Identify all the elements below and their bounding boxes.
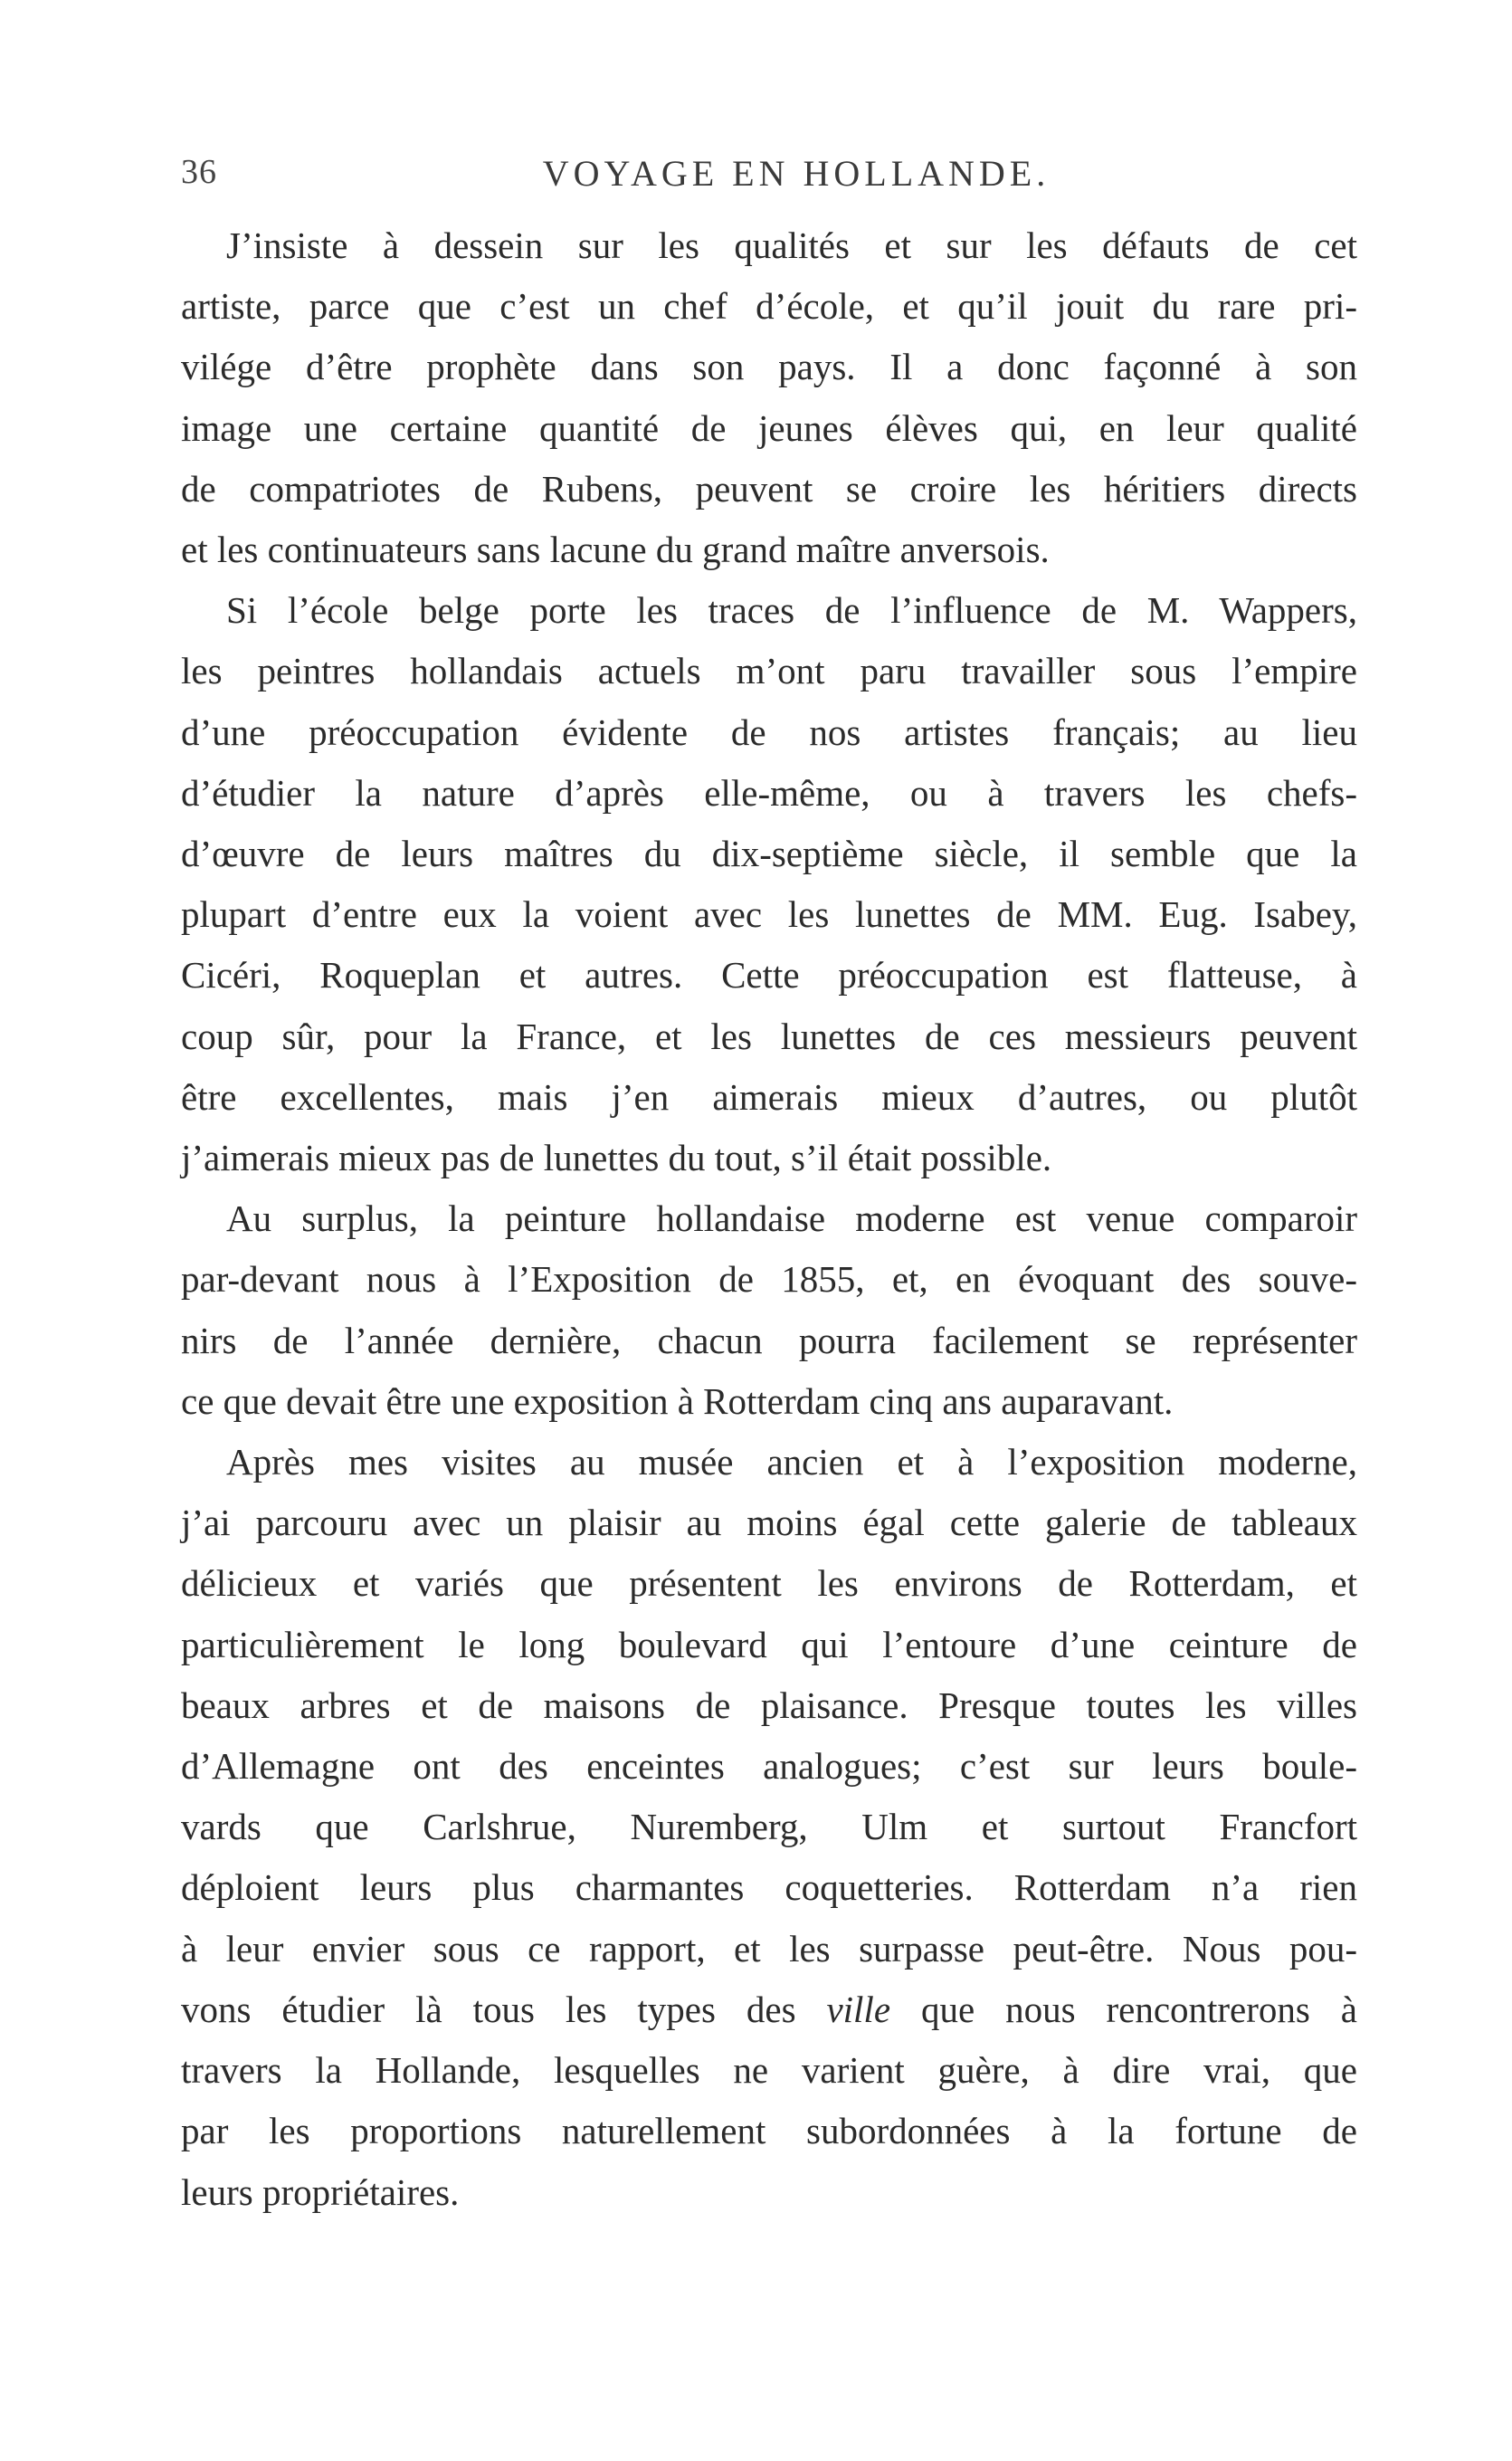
text-line: les peintres hollandais actuels m’ont paru travailler sous l’empire	[181, 650, 1357, 692]
text-fragment: vons étudier là tous les types des	[181, 1988, 827, 2030]
paragraph-3	[181, 1188, 1357, 1432]
text-line: plupart d’entre eux la voient avec les lunettes de MM. Eug. Isabey,	[181, 893, 1357, 936]
text-line: particulièrement le long boulevard qui l’entoure d’une ceinture de	[181, 1623, 1357, 1665]
text-line: d’œuvre de leurs maîtres du dix-septième siècle, il semble que la	[181, 833, 1357, 875]
text-line: leurs propriétaires.	[181, 2170, 460, 2213]
text-line: Si l’école belge porte les traces de l’influence de M. Wappers,	[226, 589, 1357, 632]
text-line: beaux arbres et de maisons de plaisance. Presque toutes les villes	[181, 1684, 1357, 1726]
text-line: Au surplus, la peinture hollandaise moderne est venue comparoir	[226, 1197, 1357, 1240]
text-line: par-devant nous à l’Exposition de 1855, et, en évoquant des souve-	[181, 1258, 1357, 1301]
text-line: de compatriotes de Rubens, peuvent se croire les héritiers directs	[181, 467, 1357, 510]
text-line: d’Allemagne ont des enceintes analogues; c’est sur leurs boule-	[181, 1745, 1357, 1788]
text-line: Cicéri, Roqueplan et autres. Cette préoccupation est flatteuse, à	[181, 954, 1357, 997]
italic-word: ville	[826, 1988, 891, 2030]
text-line: image une certaine quantité de jeunes élèves qui, en leur qualité	[181, 406, 1357, 449]
text-line: d’étudier la nature d’après elle-même, ou à travers les chefs-	[181, 771, 1357, 814]
paragraph-4	[181, 1432, 1357, 2223]
text-line: travers la Hollande, lesquelles ne varient guère, à dire vrai, que	[181, 2049, 1357, 2092]
text-line-with-italic	[181, 1979, 1357, 2040]
text-line: d’une préoccupation évidente de nos artistes français; au lieu	[181, 711, 1357, 753]
body-text	[181, 215, 1357, 2223]
paragraph-1	[181, 215, 1357, 580]
text-line: Après mes visites au musée ancien et à l’exposition moderne,	[226, 1441, 1357, 1483]
text-fragment: que nous rencontrerons à	[890, 1988, 1357, 2030]
text-line: et les continuateurs sans lacune du grand maître anversois.	[181, 529, 1050, 571]
page-header	[181, 152, 1357, 206]
text-line: artiste, parce que c’est un chef d’école, et qu’il jouit du rare pri-	[181, 285, 1357, 328]
text-line: j’aimerais mieux pas de lunettes du tout, s’il était possible.	[181, 1137, 1052, 1179]
text-line: ce que devait être une exposition à Rotterdam cinq ans auparavant.	[181, 1379, 1174, 1422]
text-line: vards que Carlshrue, Nuremberg, Ulm et surtout Francfort	[181, 1806, 1357, 1848]
text-line: coup sûr, pour la France, et les lunettes de ces messieurs peuvent	[181, 1015, 1357, 1057]
text-line: à leur envier sous ce rapport, et les surpasse peut-être. Nous pou-	[181, 1927, 1357, 1970]
text-line: nirs de l’année dernière, chacun pourra facilement se représenter	[181, 1319, 1357, 1361]
text-line: j’ai parcouru avec un plaisir au moins égal cette galerie de tableaux	[181, 1502, 1357, 1544]
text-line: être excellentes, mais j’en aimerais mieux d’autres, ou plutôt	[181, 1075, 1357, 1118]
paragraph-2	[181, 580, 1357, 1188]
page-number: 36	[181, 153, 217, 191]
running-title: VOYAGE EN HOLLANDE.	[542, 153, 1051, 194]
text-line: déploient leurs plus charmantes coquetteries. Rotterdam n’a rien	[181, 1866, 1357, 1909]
text-line: vilége d’être prophète dans son pays. Il a donc façonné à son	[181, 346, 1357, 388]
text-line: par les proportions naturellement subordonnées à la fortune de	[181, 2110, 1357, 2152]
text-line: délicieux et variés que présentent les environs de Rotterdam, et	[181, 1562, 1357, 1605]
text-line: J’insiste à dessein sur les qualités et sur les défauts de cet	[226, 224, 1357, 266]
